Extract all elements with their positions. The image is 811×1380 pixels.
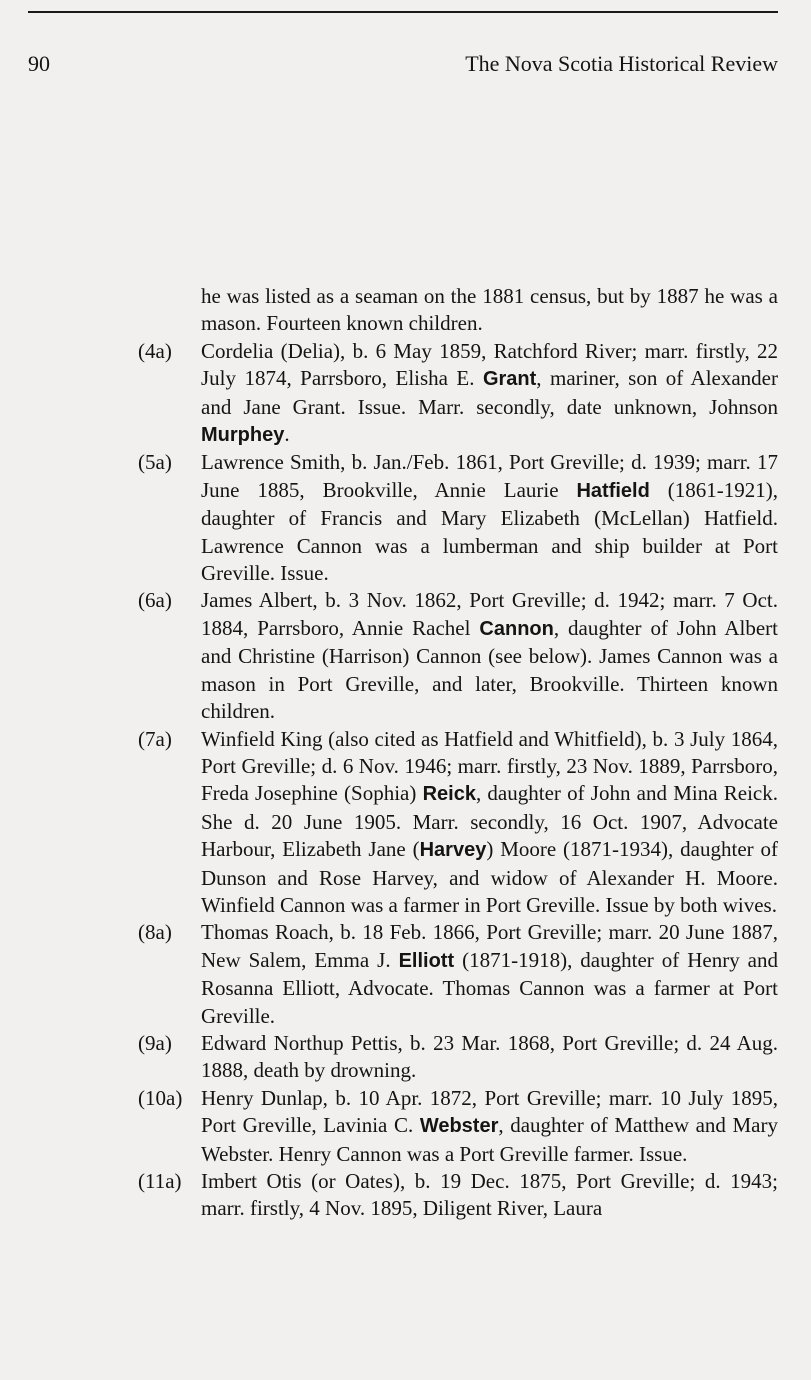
entry-6a (138, 587, 778, 725)
entry-text (201, 726, 778, 920)
entry-text (201, 449, 778, 587)
entry-label: (6a) (138, 588, 172, 613)
entry-label: (4a) (138, 338, 172, 363)
entry-text-segment: , daughter of John Albert and Christine (Harrison) Cannon (see below). James Cannon was a mason in Port Greville, and later, Brookville. Thirteen known children. (201, 615, 778, 724)
surname: Grant (482, 368, 537, 391)
entry-text-segment: Cordelia (Delia), b. 6 May 1859, Ratchford River; marr. firstly, 22 July 1874, Parrsboro, Elisha E. (201, 338, 778, 391)
entry-label: (5a) (138, 450, 172, 475)
entry-text-segment: Henry Dunlap, b. 10 Apr. 1872, Port Greville; marr. 10 July 1895, Port Greville, Lavinia C. (201, 1085, 778, 1138)
entry-text-segment: ) Moore (1871-1934), daughter of Dunson and Rose Harvey, and widow of Alexander H. Moore. Winfield Cannon was a farmer in Port Greville. Issue by both wives. (201, 837, 778, 917)
surname: Murphey (201, 424, 285, 447)
entry-text-segment: , daughter of Matthew and Mary Webster. Henry Cannon was a Port Greville farmer. Issue. (201, 1113, 778, 1166)
surname: Harvey (419, 839, 487, 862)
entry-7a (138, 726, 778, 920)
entry-text-segment: , daughter of John and Mina Reick. She d. 20 June 1905. Marr. secondly, 16 Oct. 1907, Advocate Harbour, Elizabeth Jane ( (201, 781, 778, 862)
entry-text (201, 587, 778, 725)
entry-5a (138, 449, 778, 587)
entry-label: (9a) (138, 1030, 172, 1055)
entry-4a (138, 338, 778, 450)
surname: Webster (419, 1115, 499, 1138)
surname: Reick (422, 783, 476, 806)
surname: Hatfield (576, 479, 650, 502)
continuation-paragraph: he was listed as a seaman on the 1881 census, but by 1887 he was a mason. Fourteen known children. (201, 284, 778, 336)
entry-text (201, 1085, 778, 1168)
genealogy-text (138, 283, 778, 1223)
entry-text-segment: . (284, 422, 290, 447)
entry-11a (138, 1168, 778, 1223)
entry-label: (10a) (138, 1085, 183, 1110)
entry-text-segment: Lawrence Smith, b. Jan./Feb. 1861, Port Greville; d. 1939; marr. 17 June 1885, Brookville, Annie Laurie (201, 450, 778, 502)
entry-label: (11a) (138, 1169, 182, 1193)
entry-8a (138, 919, 778, 1030)
surname: Elliott (398, 949, 455, 972)
header-rule (28, 11, 778, 13)
entry-text-segment: Winfield King (also cited as Hatfield and Whitfield), b. 3 July 1864, Port Greville; d. 6 Nov. 1946; marr. firstly, 23 Nov. 1889, Parrsboro, Freda Josephine (Sophia) (201, 726, 778, 806)
entry-text (201, 1168, 778, 1223)
entry-text-segment: , mariner, son of Alexander and Jane Grant. Issue. Marr. secondly, date unknown, Johnson (201, 366, 778, 419)
entry-text (201, 1030, 778, 1085)
entry-10a (138, 1085, 778, 1168)
entry-text (201, 919, 778, 1030)
entry-text (201, 338, 778, 450)
entry-text-segment: (1861-1921), daughter of Francis and Mary Elizabeth (McLellan) Hatfield. Lawrence Cannon was a lumberman and ship builder at Port Greville. Issue. (201, 477, 778, 586)
page-header (28, 47, 778, 81)
entry-text-segment: Edward Northup Pettis, b. 23 Mar. 1868, Port Greville; d. 24 Aug. 1888, death by drowning. (201, 1030, 778, 1083)
entry-text-segment: Thomas Roach, b. 18 Feb. 1866, Port Greville; marr. 20 June 1887, New Salem, Emma J. (201, 920, 778, 972)
entry-label: (7a) (138, 726, 172, 751)
entry-label: (8a) (138, 920, 172, 945)
entry-text-segment: Imbert Otis (or Oates), b. 19 Dec. 1875, Port Greville; d. 1943; marr. firstly, 4 Nov. 1895, Diligent River, Laura (201, 1169, 778, 1221)
entry-9a (138, 1030, 778, 1085)
entry-text-segment: (1871-1918), daughter of Henry and Rosanna Elliott, Advocate. Thomas Cannon was a farmer at Port Greville. (201, 947, 778, 1028)
running-title: The Nova Scotia Historical Review (465, 51, 778, 76)
entry-text-segment: James Albert, b. 3 Nov. 1862, Port Greville; d. 1942; marr. 7 Oct. 1884, Parrsboro, Annie Rachel (201, 588, 778, 640)
page-number: 90 (28, 51, 50, 76)
surname: Cannon (479, 617, 554, 640)
